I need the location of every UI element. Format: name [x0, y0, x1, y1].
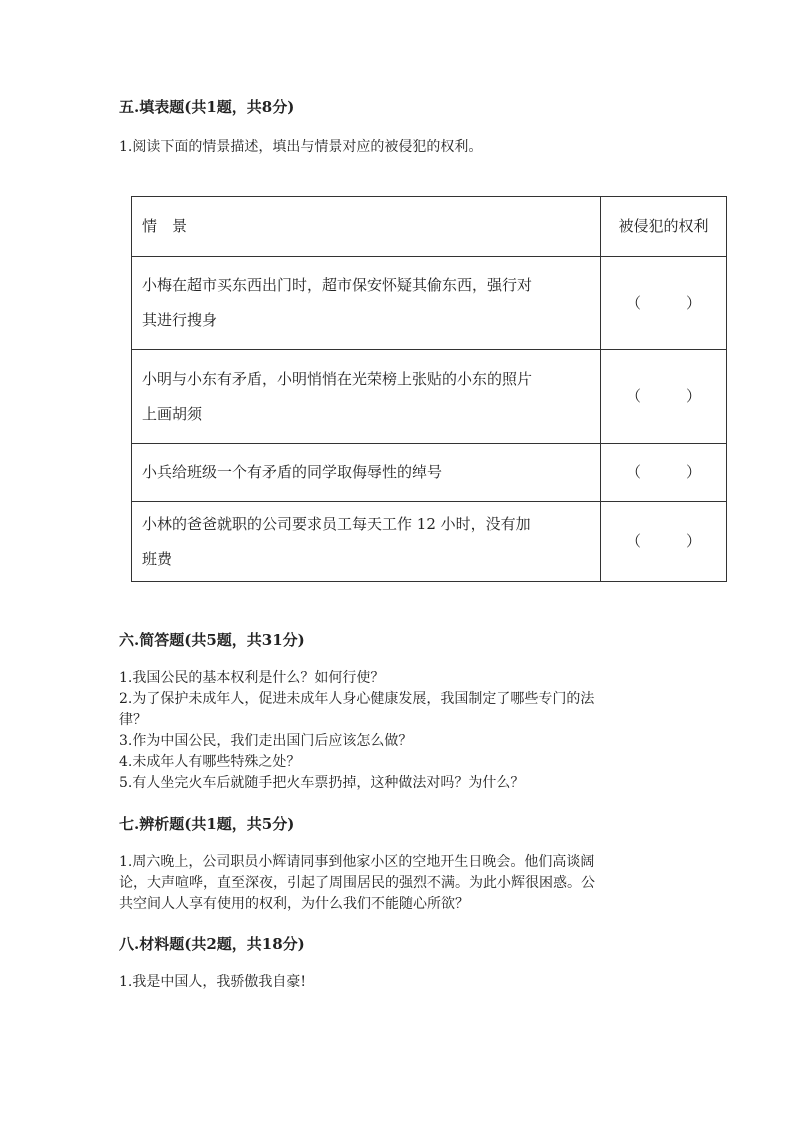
scenario-line: 小兵给班级一个有矛盾的同学取侮辱性的绰号 — [142, 463, 443, 481]
answer-blank[interactable]: （ ） — [601, 502, 727, 582]
question-line: 2.为了保护未成年人，促进未成年人身心健康发展，我国制定了哪些专门的法 — [119, 691, 595, 707]
question-line: 5.有人坐完火车后就随手把火车票扔掉，这种做法对吗？为什么？ — [119, 775, 525, 791]
question-line: 共空间人人享有使用的权利，为什么我们不能随心所欲？ — [119, 896, 469, 912]
section7-heading: 七.辨析题(共1题，共5分) — [119, 815, 295, 833]
table-header-row — [132, 197, 727, 257]
table-row — [132, 257, 727, 350]
table-row — [132, 444, 727, 502]
section8-heading: 八.材料题(共2题，共18分) — [119, 935, 305, 953]
scenario-line: 小明与小东有矛盾，小明悄悄在光荣榜上张贴的小东的照片 — [142, 369, 533, 388]
scenario-line: 小林的爸爸就职的公司要求员工每天工作 12 小时，没有加 — [142, 514, 531, 533]
scenario-line: 班费 — [142, 549, 173, 568]
scenario-cell — [132, 444, 601, 502]
answer-blank[interactable]: （ ） — [601, 257, 727, 350]
scenario-line: 小梅在超市买东西出门时，超市保安怀疑其偷东西，强行对 — [142, 276, 533, 294]
answer-blank[interactable]: （ ） — [601, 444, 727, 502]
section6-questions — [119, 668, 679, 794]
scenario-line: 其进行搜身 — [142, 311, 218, 329]
question-line: 论，大声喧哗，直至深夜，引起了周围居民的强烈不满。为此小辉很困惑。公 — [119, 875, 595, 891]
question-line: 1.我国公民的基本权利是什么？如何行使？ — [119, 670, 385, 686]
section5-question-1: 1.阅读下面的情景描述，填出与情景对应的被侵犯的权利。 — [119, 139, 483, 155]
table-row — [132, 502, 727, 582]
header-violated-right: 被侵犯的权利 — [601, 197, 727, 257]
scenario-cell — [132, 350, 601, 444]
section7-question — [119, 852, 679, 915]
question-line: 1.周六晚上，公司职员小辉请同事到他家小区的空地开生日晚会。他们高谈阔 — [119, 854, 595, 870]
rights-table — [131, 196, 727, 582]
section6-heading: 六.简答题(共5题，共31分) — [119, 631, 305, 649]
header-scenario: 情 景 — [132, 197, 601, 257]
scenario-cell — [132, 257, 601, 350]
question-line: 4.未成年人有哪些特殊之处？ — [119, 754, 301, 770]
scenario-cell — [132, 502, 601, 582]
scenario-line: 上画胡须 — [142, 404, 203, 423]
question-line: 律？ — [119, 712, 147, 728]
question-line: 3.作为中国公民，我们走出国门后应该怎么做？ — [119, 733, 413, 749]
table-row — [132, 350, 727, 444]
section5-heading: 五.填表题(共1题，共8分) — [119, 98, 295, 116]
answer-blank[interactable]: （ ） — [601, 350, 727, 444]
section8-question-1: 1.我是中国人，我骄傲我自豪! — [119, 974, 306, 990]
